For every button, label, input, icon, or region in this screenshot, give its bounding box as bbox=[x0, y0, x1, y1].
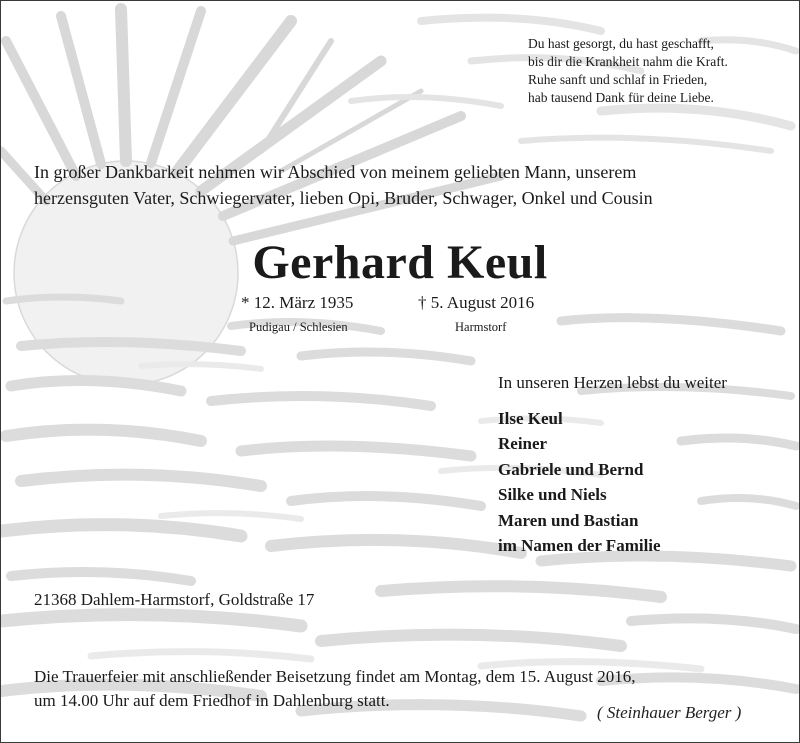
funeral-line: um 14.00 Uhr auf dem Friedhof in Dahlenburg statt. bbox=[34, 691, 390, 710]
mourners-list bbox=[498, 406, 661, 558]
birth-date: * 12. März 1935 bbox=[241, 293, 354, 312]
poem-line: Du hast gesorgt, du hast geschafft, bbox=[528, 36, 714, 51]
undertaker-signature: ( Steinhauer Berger ) bbox=[597, 703, 742, 722]
mourner-name: Gabriele und Bernd bbox=[498, 459, 644, 479]
poem-line: Ruhe sanft und schlaf in Frieden, bbox=[528, 72, 708, 87]
poem-line: hab tausend Dank für deine Liebe. bbox=[528, 90, 714, 105]
intro-line: herzensguten Vater, Schwiegervater, lieben Opi, Bruder, Schwager, Onkel und Cousin bbox=[34, 188, 653, 208]
farewell-intro bbox=[34, 159, 653, 211]
death-date: † 5. August 2016 bbox=[418, 293, 535, 312]
mourners-intro: In unseren Herzen lebst du weiter bbox=[498, 373, 727, 392]
funeral-line: Die Trauerfeier mit anschließender Beisetzung findet am Montag, dem 15. August 2016, bbox=[34, 667, 636, 686]
deceased-name: Gerhard Keul bbox=[252, 236, 548, 289]
birth-place: Pudigau / Schlesien bbox=[249, 320, 348, 334]
sunset-sketch-background bbox=[1, 1, 799, 742]
poem-line: bis dir die Krankheit nahm die Kraft. bbox=[528, 54, 728, 69]
mourner-name: Reiner bbox=[498, 434, 548, 454]
poem-verse bbox=[528, 35, 728, 107]
death-place: Harmstorf bbox=[455, 320, 507, 334]
mourner-name: Ilse Keul bbox=[498, 409, 563, 428]
mourner-name: Maren und Bastian bbox=[498, 510, 639, 530]
mourner-name: im Namen der Familie bbox=[498, 535, 661, 555]
funeral-details bbox=[34, 665, 635, 713]
family-address: 21368 Dahlem-Harmstorf, Goldstraße 17 bbox=[34, 590, 315, 609]
mourner-name: Silke und Niels bbox=[498, 485, 607, 505]
intro-line: In großer Dankbarkeit nehmen wir Abschied von meinem geliebten Mann, unserem bbox=[34, 162, 637, 182]
